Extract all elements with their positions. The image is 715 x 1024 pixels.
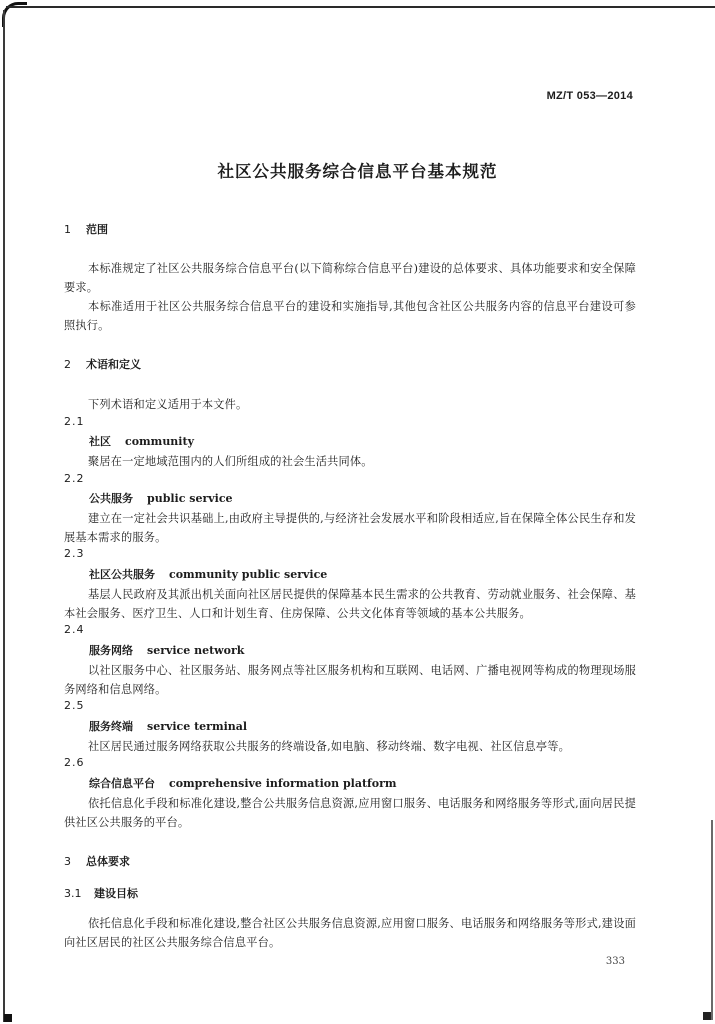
section-number: 3 bbox=[64, 855, 71, 868]
term-en: public service bbox=[147, 492, 233, 505]
term-definition: 基层人民政府及其派出机关面向社区居民提供的保障基本民生需求的公共教育、劳动就业服务、社会保障、基本社会服务、医疗卫生、人口和计划生育、住房保障、公共文化体育等领域的基本公共服务。 bbox=[64, 588, 636, 620]
term-en: service network bbox=[147, 644, 245, 657]
term-zh: 服务网络 bbox=[89, 644, 133, 657]
term-en: community bbox=[125, 435, 194, 448]
section-1-paragraph-1: 本标准规定了社区公共服务综合信息平台(以下简称综合信息平台)建设的总体要求、具体功能要求和安全保障要求。 bbox=[64, 262, 636, 294]
term-number: 2.5 bbox=[64, 699, 85, 712]
term-number: 2.6 bbox=[64, 756, 85, 769]
scan-edge-right bbox=[711, 820, 713, 1020]
term-heading bbox=[89, 718, 247, 734]
scan-corner-bottom-left bbox=[4, 1014, 12, 1022]
section-title: 术语和定义 bbox=[86, 358, 141, 371]
term-number: 2.3 bbox=[64, 547, 85, 560]
section-number: 2 bbox=[64, 358, 71, 371]
term-definition: 以社区服务中心、社区服务站、服务网点等社区服务机构和互联网、电话网、广播电视网等构成的物理现场服务网络和信息网络。 bbox=[64, 664, 636, 696]
subsection-3-1-paragraph: 依托信息化手段和标准化建设,整合社区公共服务信息资源,应用窗口服务、电话服务和网络服务等形式,建设面向社区居民的社区公共服务综合信息平台。 bbox=[64, 917, 636, 949]
subsection-title: 建设目标 bbox=[94, 887, 138, 900]
term-heading bbox=[89, 566, 327, 582]
term-en: comprehensive information platform bbox=[169, 777, 397, 790]
term-heading bbox=[89, 642, 244, 658]
section-2-intro: 下列术语和定义适用于本文件。 bbox=[88, 398, 248, 411]
section-1-heading bbox=[64, 221, 108, 237]
term-number: 2.2 bbox=[64, 472, 85, 485]
term-zh: 社区公共服务 bbox=[89, 568, 155, 581]
term-heading bbox=[89, 490, 233, 506]
document-title: 社区公共服务综合信息平台基本规范 bbox=[217, 162, 498, 181]
standard-code: MZ/T 053—2014 bbox=[546, 90, 633, 102]
term-heading bbox=[89, 433, 194, 449]
term-definition: 依托信息化手段和标准化建设,整合公共服务信息资源,应用窗口服务、电话服务和网络服务等形式,面向居民提供社区公共服务的平台。 bbox=[64, 797, 636, 829]
term-definition: 聚居在一定地域范围内的人们所组成的社会生活共同体。 bbox=[88, 455, 373, 468]
term-heading bbox=[89, 775, 397, 791]
subsection-number: 3.1 bbox=[64, 887, 82, 900]
term-en: service terminal bbox=[147, 720, 248, 733]
scan-corner-bottom-right bbox=[703, 1012, 711, 1020]
section-3-heading bbox=[64, 853, 130, 869]
section-title: 总体要求 bbox=[86, 855, 130, 868]
term-zh: 综合信息平台 bbox=[89, 777, 155, 790]
section-number: 1 bbox=[64, 223, 71, 236]
term-definition: 建立在一定社会共识基础上,由政府主导提供的,与经济社会发展水平和阶段相适应,旨在保障全体公民生存和发展基本需求的服务。 bbox=[64, 512, 636, 544]
term-zh: 社区 bbox=[89, 435, 111, 448]
section-1-paragraph-2: 本标准适用于社区公共服务综合信息平台的建设和实施指导,其他包含社区公共服务内容的信息平台建设可参照执行。 bbox=[64, 300, 636, 332]
term-zh: 服务终端 bbox=[89, 720, 133, 733]
scan-edge-top bbox=[6, 6, 715, 8]
term-number: 2.4 bbox=[64, 623, 85, 636]
term-zh: 公共服务 bbox=[89, 492, 133, 505]
section-2-heading bbox=[64, 356, 141, 372]
subsection-3-1-heading bbox=[64, 885, 138, 901]
term-definition: 社区居民通过服务网络获取公共服务的终端设备,如电脑、移动终端、数字电视、社区信息亭等。 bbox=[88, 740, 571, 753]
section-title: 范围 bbox=[86, 223, 108, 236]
term-number: 2.1 bbox=[64, 415, 85, 428]
term-en: community public service bbox=[169, 568, 328, 581]
page-number: 333 bbox=[605, 956, 625, 967]
